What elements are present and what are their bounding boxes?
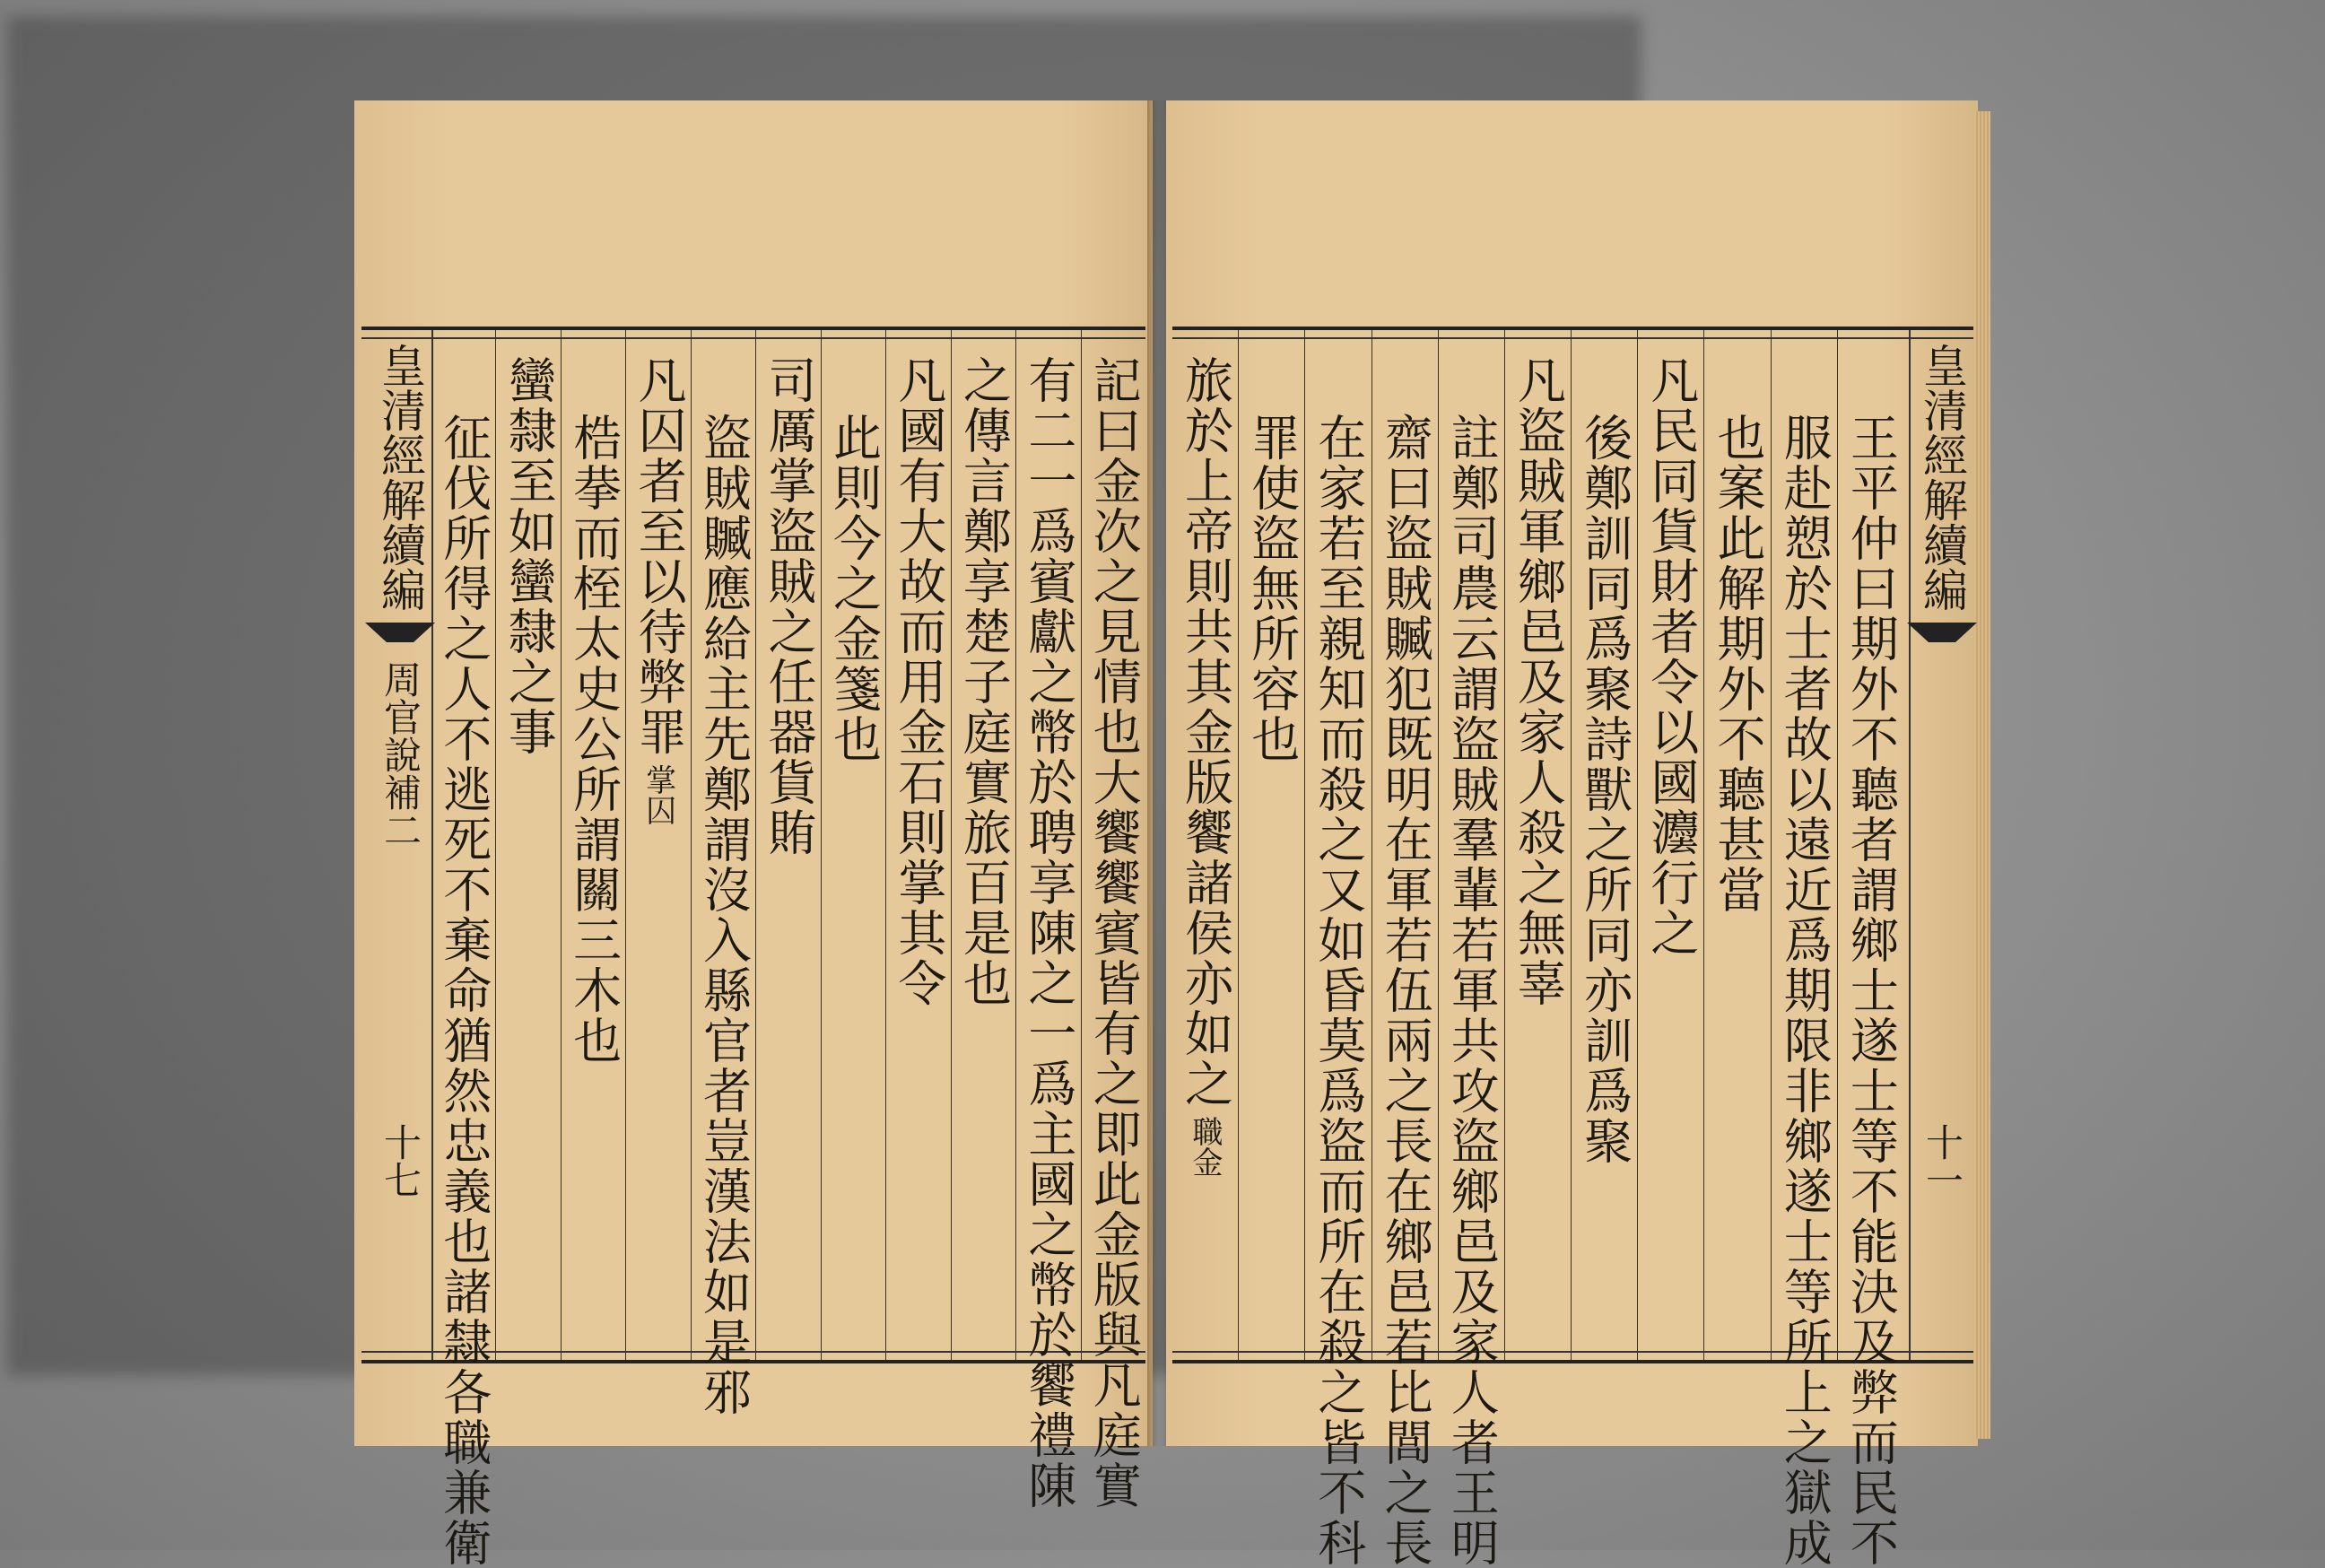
right-banxin [1909, 330, 1973, 1360]
text-column [1172, 330, 1238, 1360]
text-column [1771, 330, 1837, 1568]
left-text-columns [431, 330, 1145, 1568]
text-column [1238, 330, 1304, 1360]
text-column [1703, 330, 1770, 1360]
text-column [691, 330, 755, 1417]
text-column [1371, 330, 1438, 1568]
column-text: 王平仲曰期外不聽者謂鄉士遂士等不能決及弊而民不 [1842, 413, 1900, 1568]
text-column [1015, 330, 1080, 1511]
text-column [431, 330, 495, 1568]
column-text: 盜賊贓應給主先鄭謂沒入縣官者豈漢法如是邪 [695, 413, 753, 1417]
text-column [1837, 330, 1903, 1568]
column-text: 註鄭司農云謂盜賊羣輩若軍共攻盜鄉邑及家人者王明 [1443, 413, 1501, 1568]
column-text: 記曰金次之見情也大饗饗賓皆有之即此金版與凡庭實 [1085, 355, 1143, 1511]
text-column [951, 330, 1015, 1360]
text-column [1438, 330, 1504, 1568]
fish-tail-icon [365, 623, 435, 642]
text-column [1504, 330, 1571, 1360]
column-text: 此則今之金箋也 [825, 413, 883, 764]
column-text: 齋曰盜賊贓犯既明在軍若伍兩之長在鄉邑若比閭之長 [1377, 413, 1434, 1568]
column-text: 凡民同貨財者令以國灋行之 [1642, 355, 1700, 958]
left-page [354, 100, 1153, 1568]
text-column [1571, 330, 1637, 1360]
banxin-title: 皇清經解續編 [374, 343, 426, 612]
column-text: 也案此解期外不聽甚當 [1710, 413, 1767, 915]
right-text-columns [1172, 330, 1903, 1568]
column-text: 之傳言鄭享楚子庭實旅百是也 [955, 355, 1013, 1008]
banxin-section: 周官說補二 [379, 660, 422, 849]
text-column [495, 330, 560, 1360]
column-text: 凡囚者至以待弊罪 [631, 355, 688, 757]
banxin-title: 皇清經解續編 [1916, 343, 1968, 612]
open-book [354, 100, 1987, 1568]
column-text: 征伐所得之人不逃死不棄命猶然忠義也諸隸各職兼衛 [435, 413, 492, 1568]
column-note: 掌囚 [640, 764, 676, 825]
fish-tail-icon [1907, 623, 1977, 642]
text-column [1637, 330, 1703, 1360]
column-text: 司厲掌盜賊之任器貨賄 [761, 355, 817, 858]
text-column [755, 330, 820, 1360]
column-text: 後鄭訓同爲聚詩獸之所同亦訓爲聚 [1576, 413, 1633, 1166]
text-column [561, 330, 625, 1360]
column-text: 凡國有大故而用金石則掌其令 [890, 355, 947, 1008]
banxin-page-number: 十一 [1920, 1123, 1964, 1198]
column-note: 職金 [1187, 1116, 1223, 1177]
column-text: 服赴愬於士者故以遠近爲期限非鄉遂士等所上之獄成 [1776, 413, 1833, 1568]
text-column [885, 330, 950, 1360]
text-column [1304, 330, 1371, 1568]
right-page [1166, 100, 1978, 1568]
column-text: 旅於上帝則共其金版饗諸侯亦如之 [1177, 355, 1234, 1109]
text-column [821, 330, 885, 1360]
column-text: 有二一爲賓獻之幣於聘享陳之一爲主國之幣於饗禮陳 [1020, 355, 1077, 1511]
banxin-page-number: 十七 [379, 1123, 422, 1198]
text-column [1081, 330, 1145, 1511]
column-text: 凡盜賊軍鄉邑及家人殺之無辜 [1510, 355, 1567, 1008]
column-text: 在家若至親知而殺之又如昏莫爲盜而所在殺之皆不科 [1310, 413, 1367, 1568]
right-print-frame [1172, 327, 1973, 1568]
left-print-frame [361, 327, 1145, 1568]
page-edges [1974, 111, 1990, 1439]
column-text: 梏拲而桎太史公所謂關三木也 [565, 413, 623, 1066]
column-text: 蠻隸至如蠻隸之事 [501, 355, 558, 757]
text-column [625, 330, 690, 1360]
column-text: 罪使盜無所容也 [1243, 413, 1301, 764]
left-banxin [369, 330, 433, 1360]
